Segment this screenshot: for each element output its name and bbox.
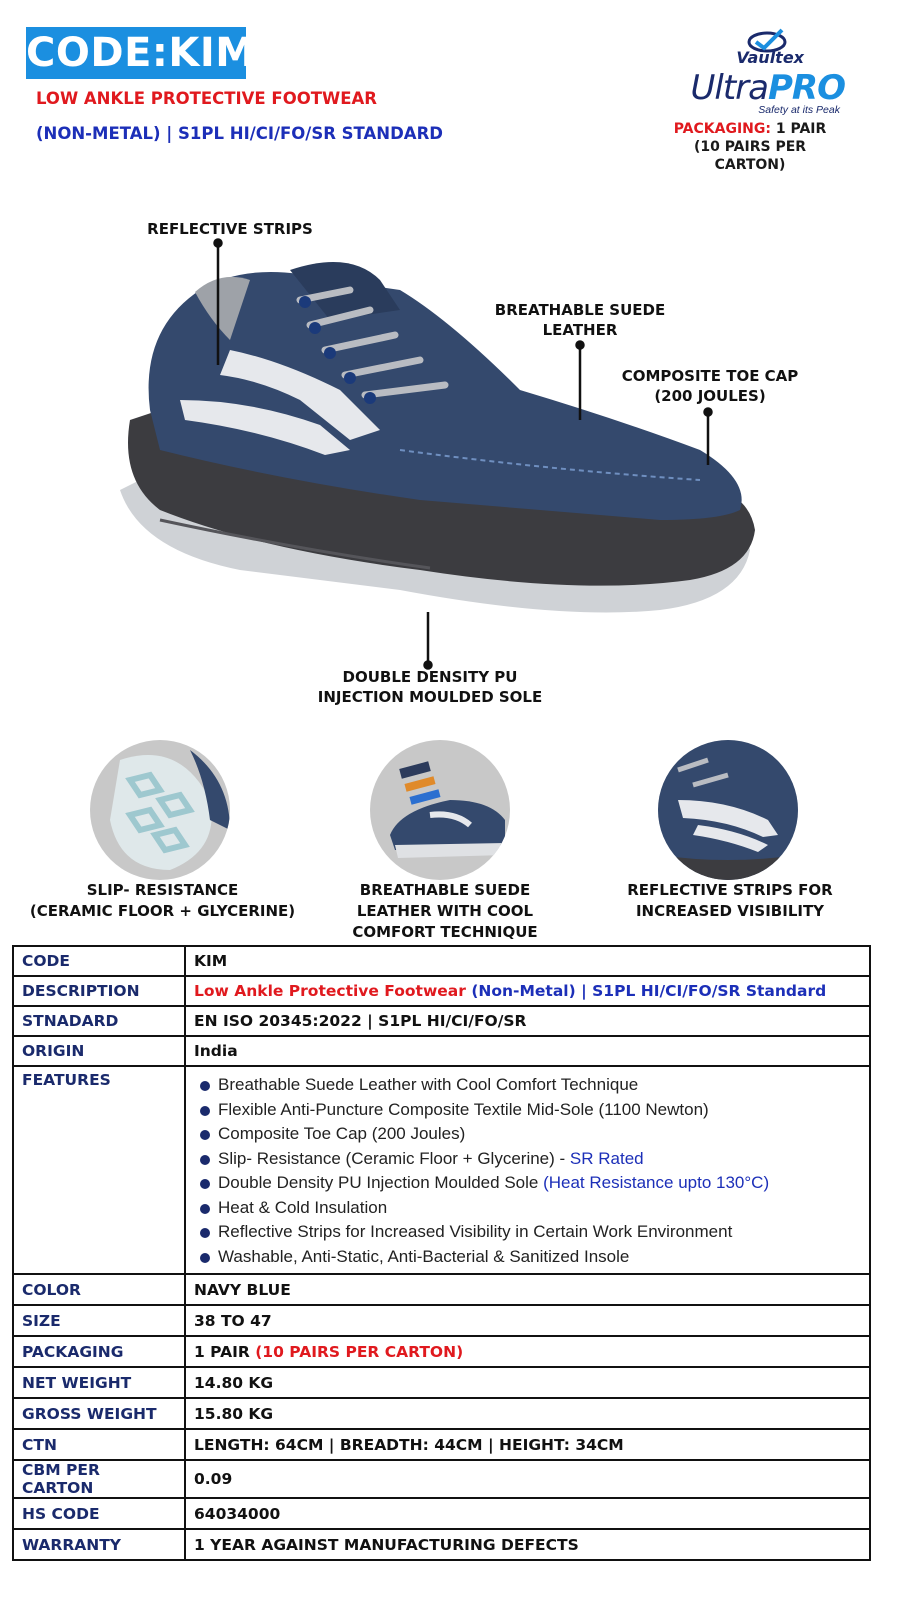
caption-reflective-strips: REFLECTIVE STRIPS FOR INCREASED VISIBILITY <box>627 881 833 920</box>
value-color: NAVY BLUE <box>185 1274 870 1305</box>
brand-tagline: Safety at its Peak <box>758 104 840 116</box>
row-cbm <box>13 1460 870 1498</box>
circle-reflective-strips <box>658 740 798 880</box>
spec-table <box>12 945 871 1561</box>
feature-item: Flexible Anti-Puncture Composite Textile Mid-Sole (1100 Newton) <box>194 1098 861 1123</box>
key-warranty: WARRANTY <box>13 1529 185 1560</box>
callout-composite-toe-cap: COMPOSITE TOE CAP (200 JOULES) <box>621 367 799 405</box>
subtitle-product-type: LOW ANKLE PROTECTIVE FOOTWEAR <box>36 89 377 108</box>
caption-breathable-suede: BREATHABLE SUEDE LEATHER WITH COOL COMFORT TECHNIQUE <box>352 881 538 941</box>
brand-ultrapro: UltraPRO <box>690 68 845 108</box>
circle-breathable-suede <box>370 740 510 880</box>
value-gross-weight: 15.80 KG <box>185 1398 870 1429</box>
key-color: COLOR <box>13 1274 185 1305</box>
row-description <box>13 976 870 1006</box>
value-warranty: 1 YEAR AGAINST MANUFACTURING DEFECTS <box>185 1529 870 1560</box>
row-size <box>13 1305 870 1336</box>
value-hs-code: 64034000 <box>185 1498 870 1529</box>
feature-item: Reflective Strips for Increased Visibility in Certain Work Environment <box>194 1220 861 1245</box>
value-standard: EN ISO 20345:2022 | S1PL HI/CI/FO/SR <box>185 1006 870 1036</box>
callout-sole: DOUBLE DENSITY PU INJECTION MOULDED SOLE <box>317 668 543 706</box>
key-standard: STNADARD <box>13 1006 185 1036</box>
subtitle-standard: (NON-METAL) | S1PL HI/CI/FO/SR STANDARD <box>36 124 443 143</box>
feature-item: Breathable Suede Leather with Cool Comfort Technique <box>194 1073 861 1098</box>
feature-item: Washable, Anti-Static, Anti-Bacterial & Sanitized Insole <box>194 1245 861 1270</box>
row-net-weight <box>13 1367 870 1398</box>
row-features <box>13 1066 870 1274</box>
value-description: Low Ankle Protective Footwear (Non-Metal) | S1PL HI/CI/FO/SR Standard <box>185 976 870 1006</box>
key-code: CODE <box>13 946 185 976</box>
callout-reflective-strips: REFLECTIVE STRIPS <box>147 220 313 238</box>
row-ctn <box>13 1429 870 1460</box>
value-packaging: 1 PAIR (10 PAIRS PER CARTON) <box>185 1336 870 1367</box>
value-features <box>185 1066 870 1274</box>
value-size: 38 TO 47 <box>185 1305 870 1336</box>
key-description: DESCRIPTION <box>13 976 185 1006</box>
row-standard <box>13 1006 870 1036</box>
value-net-weight: 14.80 KG <box>185 1367 870 1398</box>
key-origin: ORIGIN <box>13 1036 185 1066</box>
key-net-weight: NET WEIGHT <box>13 1367 185 1398</box>
row-hs-code <box>13 1498 870 1529</box>
feature-item: Double Density PU Injection Moulded Sole (Heat Resistance upto 130°C) <box>194 1171 861 1196</box>
key-ctn: CTN <box>13 1429 185 1460</box>
packaging-note: PACKAGING: 1 PAIR (10 PAIRS PER CARTON) <box>673 121 827 173</box>
callout-breathable-suede: BREATHABLE SUEDE LEATHER <box>494 301 666 339</box>
circle-slip-resistance <box>90 740 230 880</box>
key-packaging: PACKAGING <box>13 1336 185 1367</box>
row-color <box>13 1274 870 1305</box>
feature-item: Composite Toe Cap (200 Joules) <box>194 1122 861 1147</box>
key-gross-weight: GROSS WEIGHT <box>13 1398 185 1429</box>
value-origin: India <box>185 1036 870 1066</box>
key-hs-code: HS CODE <box>13 1498 185 1529</box>
row-gross-weight <box>13 1398 870 1429</box>
callout-lines <box>0 0 900 720</box>
brand-vaultex: Vaultex <box>736 48 804 67</box>
row-warranty <box>13 1529 870 1560</box>
row-code <box>13 946 870 976</box>
key-size: SIZE <box>13 1305 185 1336</box>
code-badge: CODE:KIM <box>26 27 246 79</box>
features-list <box>194 1067 861 1273</box>
caption-slip-resistance: SLIP- RESISTANCE (CERAMIC FLOOR + GLYCERINE) <box>29 881 296 920</box>
value-code: KIM <box>185 946 870 976</box>
feature-item: Slip- Resistance (Ceramic Floor + Glycerine) - SR Rated <box>194 1147 861 1172</box>
key-cbm: CBM PER CARTON <box>13 1460 185 1498</box>
feature-item: Heat & Cold Insulation <box>194 1196 861 1221</box>
row-origin <box>13 1036 870 1066</box>
value-ctn: LENGTH: 64CM | BREADTH: 44CM | HEIGHT: 34CM <box>185 1429 870 1460</box>
row-packaging <box>13 1336 870 1367</box>
key-features: FEATURES <box>13 1066 185 1274</box>
value-cbm: 0.09 <box>185 1460 870 1498</box>
